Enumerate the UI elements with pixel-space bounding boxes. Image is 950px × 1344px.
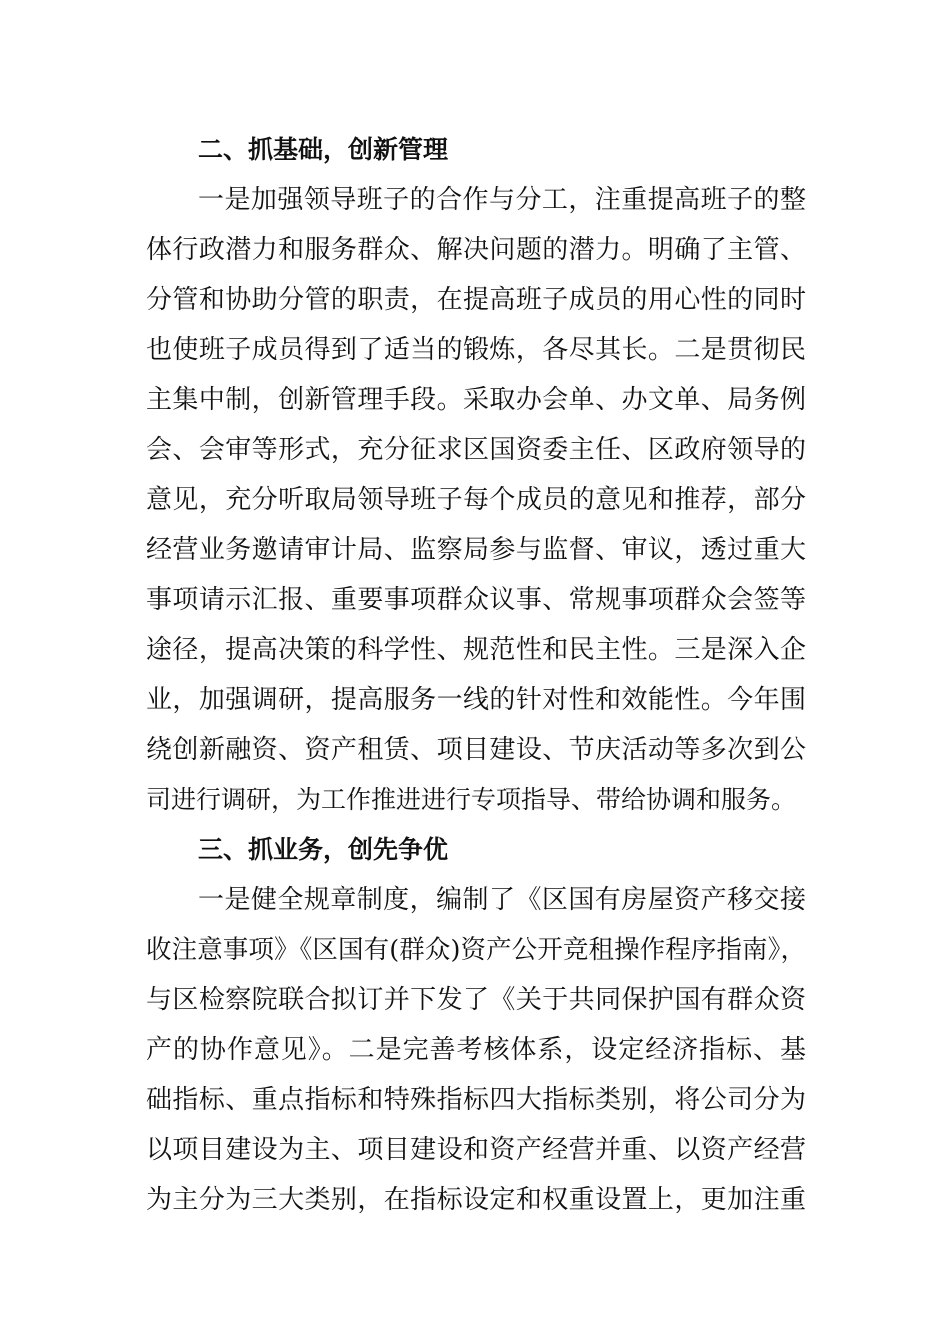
paragraph-line: 收注意事项》《区国有(群众)资产公开竞租操作程序指南》， [146, 935, 806, 965]
paragraph-line: 分管和协助分管的职责，在提高班子成员的用心性的同时 [146, 285, 806, 315]
paragraph-line: 途径，提高决策的科学性、规范性和民主性。三是深入企 [146, 635, 806, 665]
paragraph-line: 意见，充分听取局领导班子每个成员的意见和推荐，部分 [146, 485, 806, 515]
paragraph-line: 会、会审等形式，充分征求区国资委主任、区政府领导的 [146, 435, 806, 465]
paragraph-line: 业，加强调研，提高服务一线的针对性和效能性。今年围 [146, 685, 806, 715]
paragraph-line: 体行政潜力和服务群众、解决问题的潜力。明确了主管、 [146, 235, 806, 265]
paragraph-line: 主集中制，创新管理手段。采取办会单、办文单、局务例 [146, 385, 806, 415]
paragraph-line: 经营业务邀请审计局、监察局参与监督、审议，透过重大 [146, 535, 806, 565]
paragraph-line: 也使班子成员得到了适当的锻炼，各尽其长。二是贯彻民 [146, 335, 806, 365]
paragraph-line: 与区检察院联合拟订并下发了《关于共同保护国有群众资 [146, 985, 806, 1015]
paragraph-line: 司进行调研，为工作推进进行专项指导、带给协调和服务。 [146, 785, 797, 814]
paragraph-line: 为主分为三大类别，在指标设定和权重设置上，更加注重 [146, 1185, 806, 1215]
paragraph-line: 以项目建设为主、项目建设和资产经营并重、以资产经营 [146, 1135, 806, 1165]
paragraph-line: 绕创新融资、资产租赁、项目建设、节庆活动等多次到公 [146, 735, 806, 765]
paragraph-line: 一是加强领导班子的合作与分工，注重提高班子的整 [198, 185, 806, 215]
section-3-heading: 三、抓业务，创先争优 [198, 835, 449, 864]
paragraph-line: 一是健全规章制度，编制了《区国有房屋资产移交接 [198, 885, 806, 915]
paragraph-line: 础指标、重点指标和特殊指标四大指标类别，将公司分为 [146, 1085, 806, 1115]
section-2-heading: 二、抓基础，创新管理 [198, 135, 449, 164]
paragraph-line: 事项请示汇报、重要事项群众议事、常规事项群众会签等 [146, 585, 806, 615]
paragraph-line: 产的协作意见》。二是完善考核体系，设定经济指标、基 [146, 1035, 806, 1065]
